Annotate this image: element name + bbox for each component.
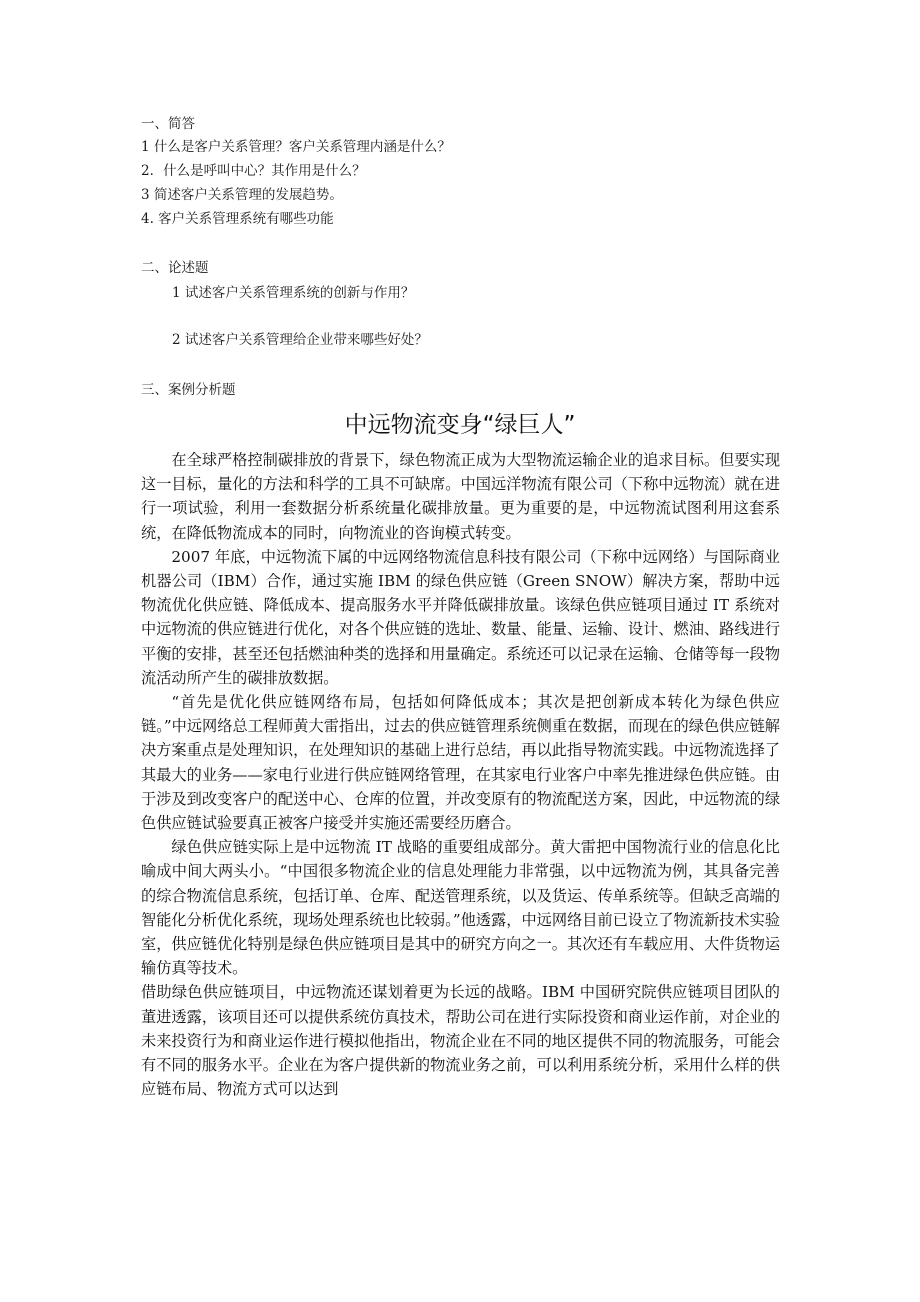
article-body — [141, 448, 780, 1101]
article-paragraph-4: 绿色供应链实际上是中远物流 IT 战略的重要组成部分。黄大雷把中国物流行业的信息化比喻成中间大两头小。“中国很多物流企业的信息处理能力非常强，以中远物流为例，其具备完善的综合物流信息系统，包括订单、仓库、配送管理系统，以及货运、传单系统等。但缺乏高端的智能化分析优化系统，现场处理系统也比较弱。”他透露，中远网络目前已设立了物流新技术实验室，供应链优化特别是绿色供应链项目是其中的研究方向之一。其次还有车载应用、大件货物运输仿真等技术。 — [141, 838, 780, 978]
article-paragraph-2: 2007 年底，中远物流下属的中远网络物流信息科技有限公司（下称中远网络）与国际商业机器公司（IBM）合作，通过实施 IBM 的绿色供应链（Green SNOW）解决方案，帮助中远物流优化供应链、降低成本、提高服务水平并降低碳排放量。该绿色供应链项目通过 IT 系统对中远物流的供应链进行优化，对各个供应链的选址、数量、能量、运输、设计、燃油、路线进行平衡的安排，甚至还包括燃油种类的选择和用量确定。系统还可以记录在运输、仓储等每一段物流活动所产生的碳排放数据。 — [141, 547, 780, 687]
section-2-question-2: 2 试述客户关系管理给企业带来哪些好处？ — [172, 332, 428, 348]
article-paragraph-1: 在全球严格控制碳排放的背景下，绿色物流正成为大型物流运输企业的追求目标。但要实现这一目标，量化的方法和科学的工具不可缺席。中国远洋物流有限公司（下称中远物流）就在进行一项试验，利用一套数据分析系统量化碳排放量。更为重要的是，中远物流试图利用这套系统，在降低物流成本的同时，向物流业的咨询模式转变。 — [141, 451, 780, 542]
section-2-question-1: 1 试述客户关系管理系统的创新与作用？ — [172, 285, 415, 301]
section-1-question-3: 3 简述客户关系管理的发展趋势。 — [141, 187, 343, 203]
section-1-question-1: 1 什么是客户关系管理？客户关系管理内涵是什么？ — [141, 139, 451, 155]
section-1-question-4: 4. 客户关系管理系统有哪些功能 — [141, 211, 334, 227]
article-paragraph-3: “首先是优化供应链网络布局，包括如何降低成本；其次是把创新成本转化为绿色供应链。”中远网络总工程师黄大雷指出，过去的供应链管理系统侧重在数据，而现在的绿色供应链解决方案重点是处理知识，在处理知识的基础上进行总结，再以此指导物流实践。中远物流选择了其最大的业务——家电行业进行供应链网络管理，在其家电行业客户中率先推进绿色供应链。由于涉及到改变客户的配送中心、仓库的位置，并改变原有的物流配送方案，因此，中远物流的绿色供应链试验要真正被客户接受并实施还需要经历磨合。 — [141, 693, 780, 833]
section-2-heading: 二、论述题 — [141, 260, 209, 276]
section-1-heading: 一、简答 — [141, 116, 195, 132]
article-title: 中远物流变身“绿巨人” — [344, 412, 576, 438]
section-3-heading: 三、案例分析题 — [141, 382, 236, 398]
section-1-question-2: 2．什么是呼叫中心？其作用是什么？ — [141, 163, 366, 179]
article-paragraph-5: 借助绿色供应链项目，中远物流还谋划着更为长远的战略。IBM 中国研究院供应链项目团队的董进透露，该项目还可以提供系统仿真技术，帮助公司在进行实际投资和商业运作前，对企业的未来投资行为和商业运作进行模拟他指出，物流企业在不同的地区提供不同的物流服务，可能会有不同的服务水平。企业在为客户提供新的物流业务之前，可以利用系统分析，采用什么样的供应链布局、物流方式可以达到 — [141, 983, 780, 1099]
